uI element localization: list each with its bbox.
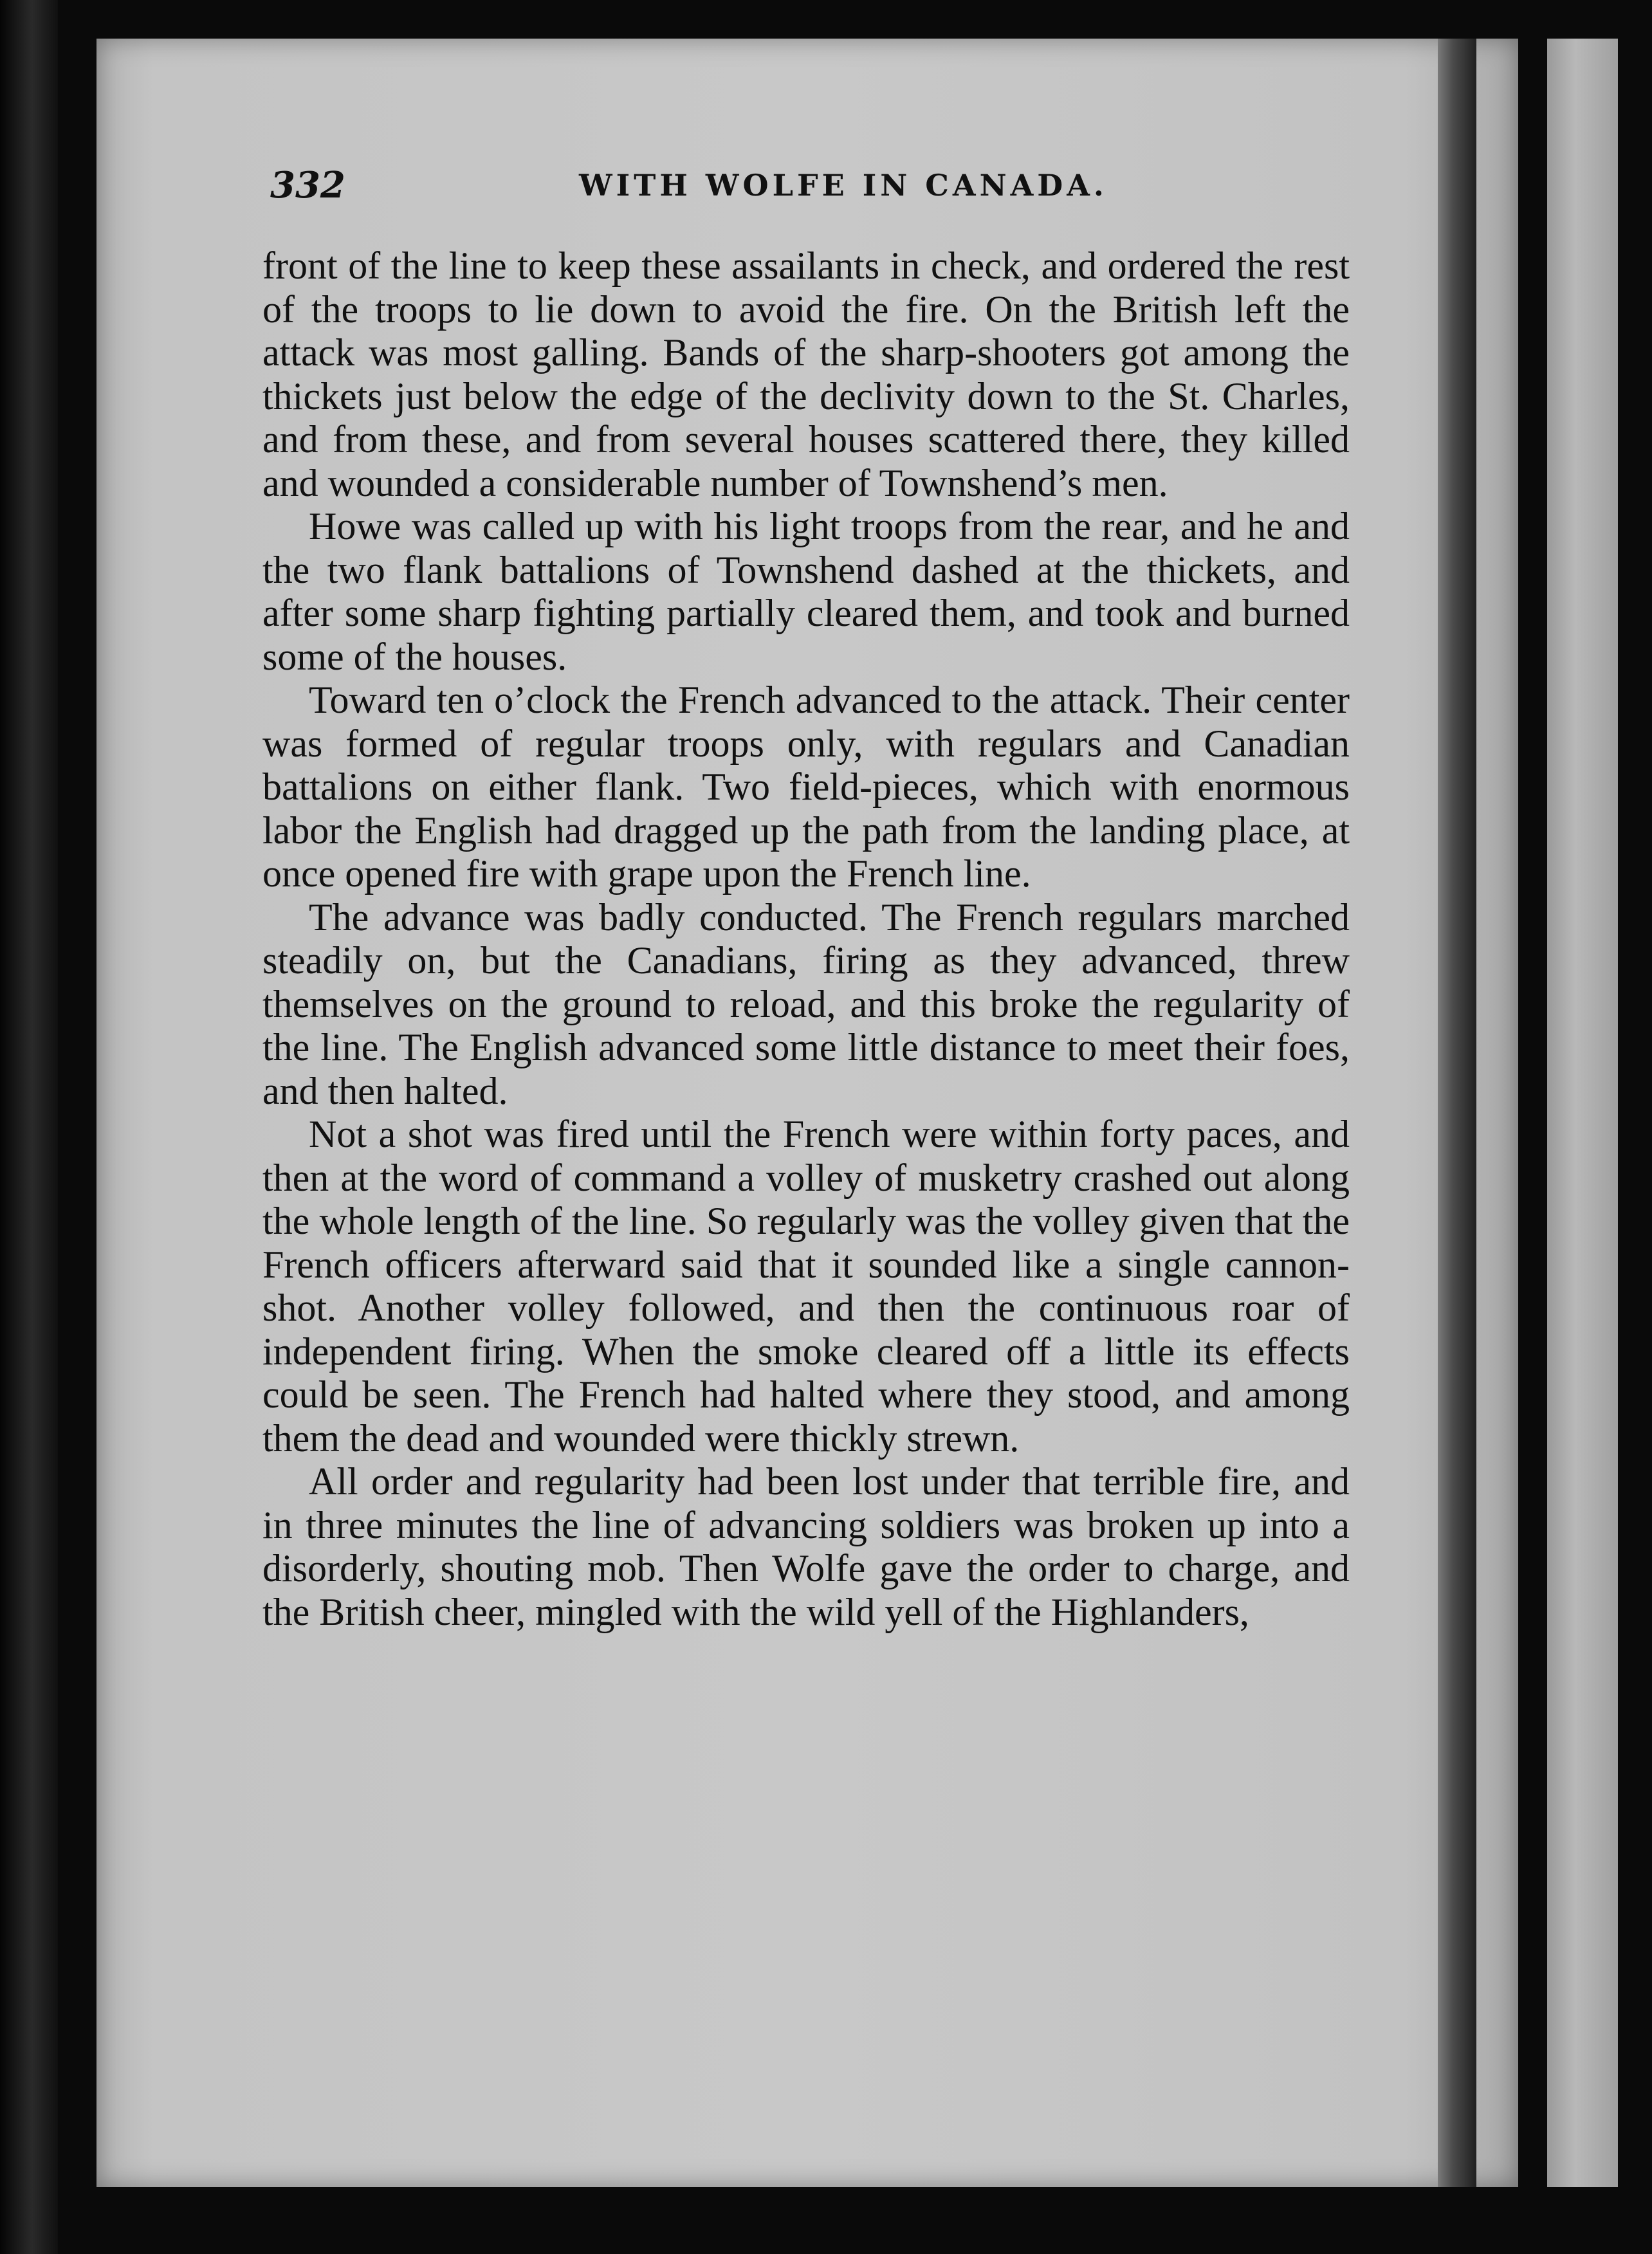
page-number: 332 [270,164,345,206]
paragraph-4: The advance was badly conducted. The French regulars marched steadily on, but the Canadians, firing as they advanced, threw themselves on the ground to reload, and this broke the regularity of the line. The English advanced some little distance to meet their foes, and then halted. [262,895,1350,1112]
book-spine [0,0,58,2254]
page-gutter-shadow [1438,39,1476,2187]
paragraph-2: Howe was called up with his light troops from the rear, and he and the two flank battalions of Townshend dashed at the thickets, and after some sharp fighting partially cleared them, and took and burned some of the houses. [262,505,1350,678]
paragraph-1: front of the line to keep these assailants in check, and ordered the rest of the troops to lie down to avoid the fire. On the British left the attack was most galling. Bands of the sharp-shooters got among the thickets just below the edge of the declivity down to the St. Charles, and from these, and from several houses scattered there, they killed and wounded a considerable number of Townshend’s men. [262,244,1350,504]
paragraph-5: Not a shot was fired until the French were within forty paces, and then at the word of command a volley of musketry crashed out along the whole length of the line. So regularly was the volley given that the French officers afterward said that it sounded like a single cannon-shot. Another volley followed, and then the continuous roar of independent firing. When the smoke cleared off a little its effects could be seen. The French had halted where they stood, and among them the dead and wounded were thickly strewn. [262,1113,1350,1460]
running-title: WITH WOLFE IN CANADA. [579,168,1108,203]
paragraph-6: All order and regularity had been lost under that terrible fire, and in three minutes the line of advancing soldiers was broken up into a disorderly, shouting mob. Then Wolfe gave the order to charge, and the British cheer, mingled with the wild yell of the Highlanders, [262,1460,1350,1633]
body-text [262,244,1350,1634]
adjacent-page-strip [1547,39,1618,2187]
paragraph-3: Toward ten o’clock the French advanced to the attack. Their center was formed of regular troops only, with regulars and Canadian battalions on either flank. Two field-pieces, which with enormous labor the English had dragged up the path from the landing place, at once opened fire with grape upon the French line. [262,679,1350,895]
running-header [270,164,1428,222]
